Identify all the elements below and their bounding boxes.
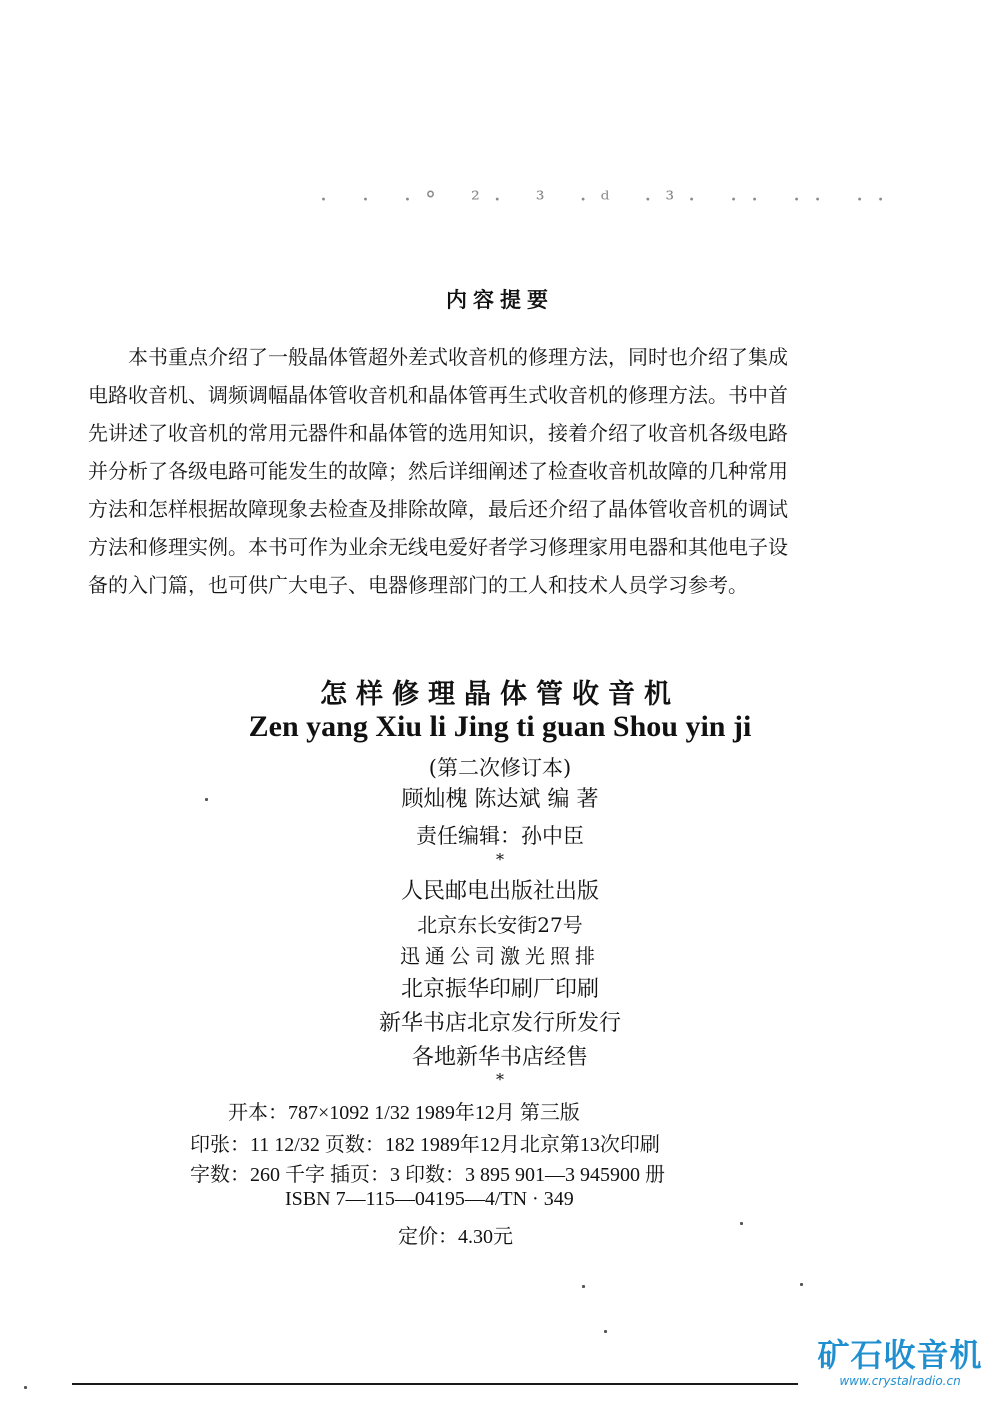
spec-format: 开本：787×1092 1/32 1989年12月 第三版 (228, 1102, 580, 1124)
distributor: 新华书店北京发行所发行 (378, 1011, 621, 1036)
scan-speck (582, 1285, 585, 1288)
responsible-editor: 责任编辑：孙中臣 (416, 824, 584, 848)
site-watermark (800, 1330, 1000, 1388)
scan-noise-text: · · ·° ²· ³ ·ᵈ ·³· ·· ·· ·· (320, 188, 899, 213)
spec-printing: 印张：11 12/32 页数：182 1989年12月北京第13次印刷 (190, 1134, 660, 1156)
seller: 各地新华书店经售 (411, 1045, 588, 1070)
separator-star: * (496, 1070, 504, 1089)
abstract-line: 并分析了各级电路可能发生的故障；然后详细阐述了检查收音机故障的几种常用 (88, 459, 788, 483)
abstract-line: 本书重点介绍了一般晶体管超外差式收音机的修理方法，同时也介绍了集成 (128, 345, 788, 369)
scan-speck (24, 1386, 27, 1389)
price: 定价：4.30元 (398, 1226, 513, 1248)
book-title: 怎样修理晶体管收音机 (320, 679, 680, 710)
watermark-url: www.crystalradio.cn (839, 1374, 961, 1388)
scan-speck (800, 1283, 803, 1286)
footer-rule (72, 1383, 798, 1385)
scan-speck (205, 798, 208, 801)
publisher-address: 北京东长安街27号 (417, 913, 583, 937)
abstract-title: 内容提要 (446, 288, 554, 312)
publisher: 人民邮电出版社出版 (400, 879, 599, 904)
typesetter: 迅通公司激光照排 (400, 944, 600, 968)
printer: 北京振华印刷厂印刷 (400, 977, 599, 1002)
separator-star: * (496, 850, 504, 869)
scan-speck (740, 1222, 743, 1225)
isbn: ISBN 7—115—04195—4/TN · 349 (285, 1188, 574, 1210)
book-title-pinyin: Zen yang Xiu li Jing ti guan Shou yin ji (248, 710, 752, 743)
abstract-line: 先讲述了收音机的常用元器件和晶体管的选用知识，接着介绍了收音机各级电路 (88, 421, 788, 445)
authors: 顾灿槐 陈达斌 编 著 (401, 787, 599, 812)
abstract-body (88, 338, 848, 604)
abstract-line: 电路收音机、调频调幅晶体管收音机和晶体管再生式收音机的修理方法。书中首 (88, 383, 788, 407)
spec-print-run: 字数：260 千字 插页：3 印数：3 895 901—3 945900 册 (190, 1164, 665, 1186)
abstract-line: 备的入门篇，也可供广大电子、电器修理部门的工人和技术人员学习参考。 (88, 573, 748, 597)
abstract-line: 方法和怎样根据故障现象去检查及排除故障，最后还介绍了晶体管收音机的调试 (88, 497, 788, 521)
scan-speck (604, 1330, 607, 1333)
abstract-line: 方法和修理实例。本书可作为业余无线电爱好者学习修理家用电器和其他电子设 (88, 535, 788, 559)
watermark-logo: 矿石收音机 (817, 1336, 983, 1374)
edition-note: (第二次修订本) (428, 756, 572, 780)
